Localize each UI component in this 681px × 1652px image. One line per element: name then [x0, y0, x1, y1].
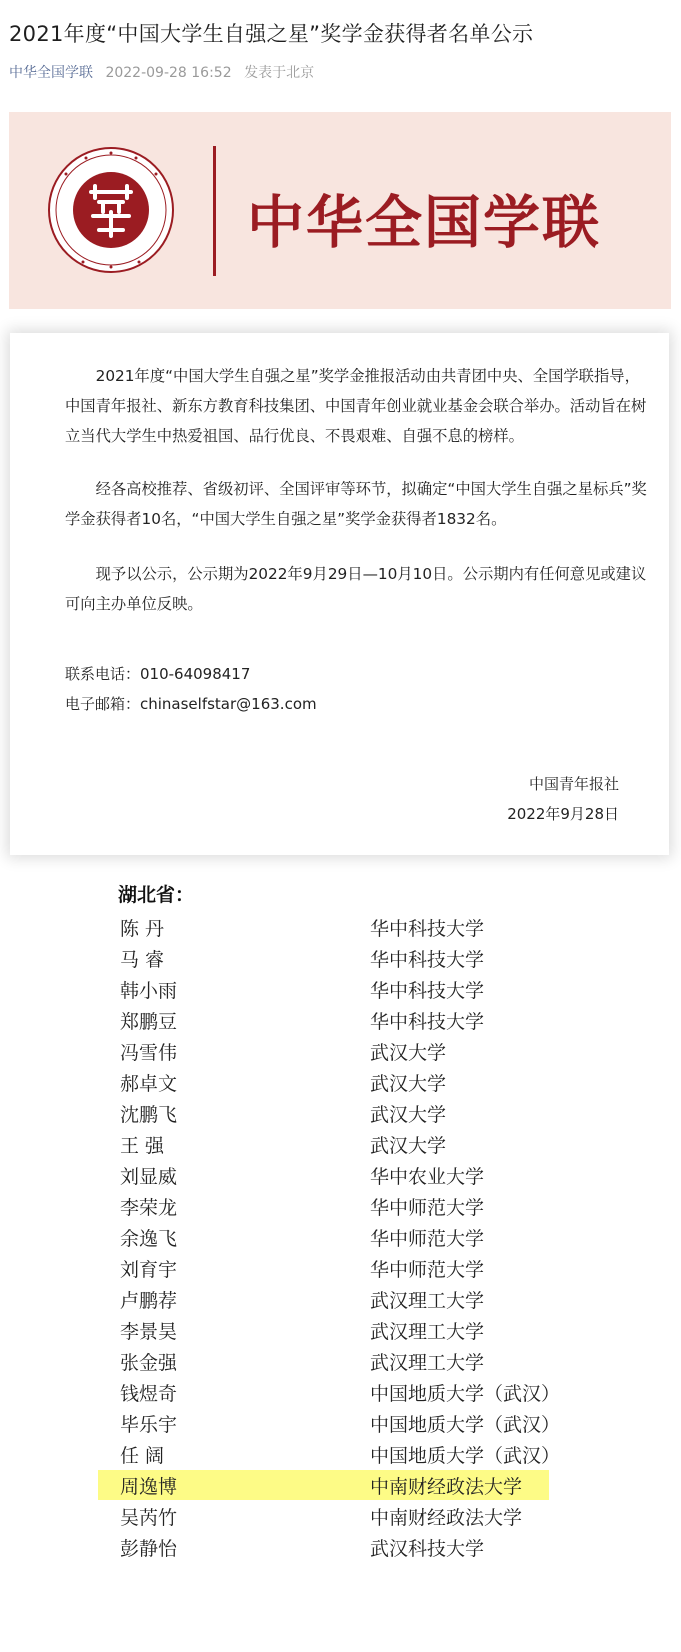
recipient-school: 华中科技大学 [370, 1011, 485, 1033]
recipient-name: 刘育宇 [120, 1259, 178, 1281]
recipient-school: 武汉科技大学 [370, 1538, 485, 1560]
signature-org: 中国青年报社 [528, 775, 619, 793]
table-row [0, 1096, 681, 1128]
banner-image [9, 112, 671, 309]
table-row [0, 1406, 681, 1438]
contact-phone: 联系电话：010-64098417 [65, 665, 251, 683]
banner-divider [213, 146, 216, 276]
publish-location: 发表于北京 [244, 65, 315, 81]
table-row [0, 1220, 681, 1252]
student-federation-seal-icon [47, 146, 175, 274]
recipient-name: 陈 丹 [120, 918, 165, 940]
recipient-name: 郝卓文 [120, 1073, 178, 1095]
recipient-school: 武汉大学 [370, 1135, 447, 1157]
table-row [0, 1344, 681, 1376]
table-row [0, 1003, 681, 1035]
table-row [0, 1499, 681, 1531]
recipient-name: 彭静怡 [120, 1538, 178, 1560]
table-row [0, 1034, 681, 1066]
recipient-name: 周逸博 [120, 1476, 178, 1498]
recipient-name: 钱煜奇 [120, 1383, 178, 1405]
recipient-school: 武汉理工大学 [370, 1352, 485, 1374]
recipient-name: 余逸飞 [120, 1228, 178, 1250]
recipient-name: 张金强 [120, 1352, 178, 1374]
table-row [0, 1437, 681, 1469]
recipient-name: 李荣龙 [120, 1197, 178, 1219]
province-heading: 湖北省： [118, 884, 195, 906]
contact-email: 电子邮箱：chinaselfstar@163.com [65, 695, 317, 713]
banner-brand-text: 中华全国学联 [247, 189, 601, 256]
table-row [0, 1158, 681, 1190]
recipient-school: 华中科技大学 [370, 949, 485, 971]
recipient-name: 刘显威 [120, 1166, 178, 1188]
table-row [0, 1065, 681, 1097]
recipient-name: 毕乐宇 [120, 1414, 178, 1436]
recipient-name: 任 阔 [120, 1445, 165, 1467]
recipient-school: 华中师范大学 [370, 1259, 485, 1281]
table-row [0, 1530, 681, 1562]
recipient-school: 华中科技大学 [370, 980, 485, 1002]
recipient-school: 华中农业大学 [370, 1166, 485, 1188]
table-row [0, 972, 681, 1004]
recipient-name: 王 强 [120, 1135, 165, 1157]
recipient-school: 华中科技大学 [370, 918, 485, 940]
recipient-name: 吴芮竹 [120, 1507, 178, 1529]
recipient-school: 武汉大学 [370, 1042, 447, 1064]
recipient-name: 李景昊 [120, 1321, 178, 1343]
table-row [0, 1313, 681, 1345]
recipient-school: 中南财经政法大学 [370, 1476, 523, 1498]
notice-card [10, 333, 669, 855]
table-row [0, 1282, 681, 1314]
table-row [0, 1127, 681, 1159]
recipient-school: 武汉理工大学 [370, 1290, 485, 1312]
recipient-school: 中南财经政法大学 [370, 1507, 523, 1529]
author-link[interactable]: 中华全国学联 [9, 65, 93, 81]
table-row [0, 1251, 681, 1283]
notice-paragraph-3: 现予以公示，公示期为2022年9月29日—10月10日。公示期内有任何意见或建议可向主办单位反映。 [65, 565, 647, 613]
recipient-school: 中国地质大学（武汉） [370, 1445, 561, 1467]
table-row [0, 941, 681, 973]
table-row [0, 1375, 681, 1407]
recipient-school: 中国地质大学（武汉） [370, 1414, 561, 1436]
recipient-school: 中国地质大学（武汉） [370, 1383, 561, 1405]
table-row-highlighted [0, 1468, 681, 1500]
recipient-school: 武汉理工大学 [370, 1321, 485, 1343]
recipient-school: 华中师范大学 [370, 1197, 485, 1219]
recipient-name: 韩小雨 [120, 980, 178, 1002]
notice-paragraph-1: 2021年度“中国大学生自强之星”奖学金推报活动由共青团中央、全国学联指导，中国青年报社、新东方教育科技集团、中国青年创业就业基金会联合举办。活动旨在树立当代大学生中热爱祖国、品行优良、不畏艰难、自强不息的榜样。 [65, 367, 647, 445]
recipient-school: 华中师范大学 [370, 1228, 485, 1250]
recipient-school: 武汉大学 [370, 1073, 447, 1095]
recipient-name: 沈鹏飞 [120, 1104, 178, 1126]
publish-time: 2022-09-28 16:52 [105, 65, 232, 81]
table-row [0, 1189, 681, 1221]
recipient-school: 武汉大学 [370, 1104, 447, 1126]
signature-date: 2022年9月28日 [507, 805, 619, 823]
recipient-name: 马 睿 [120, 949, 165, 971]
recipient-name: 卢鹏荐 [120, 1290, 178, 1312]
table-row [0, 910, 681, 942]
recipient-name: 郑鹏豆 [120, 1011, 178, 1033]
recipient-name: 冯雪伟 [120, 1042, 178, 1064]
article-meta [9, 62, 314, 82]
article-title: 2021年度“中国大学生自强之星”奖学金获得者名单公示 [9, 22, 534, 46]
notice-paragraph-2: 经各高校推荐、省级初评、全国评审等环节，拟确定“中国大学生自强之星标兵”奖学金获得者10名，“中国大学生自强之星”奖学金获得者1832名。 [65, 480, 647, 528]
